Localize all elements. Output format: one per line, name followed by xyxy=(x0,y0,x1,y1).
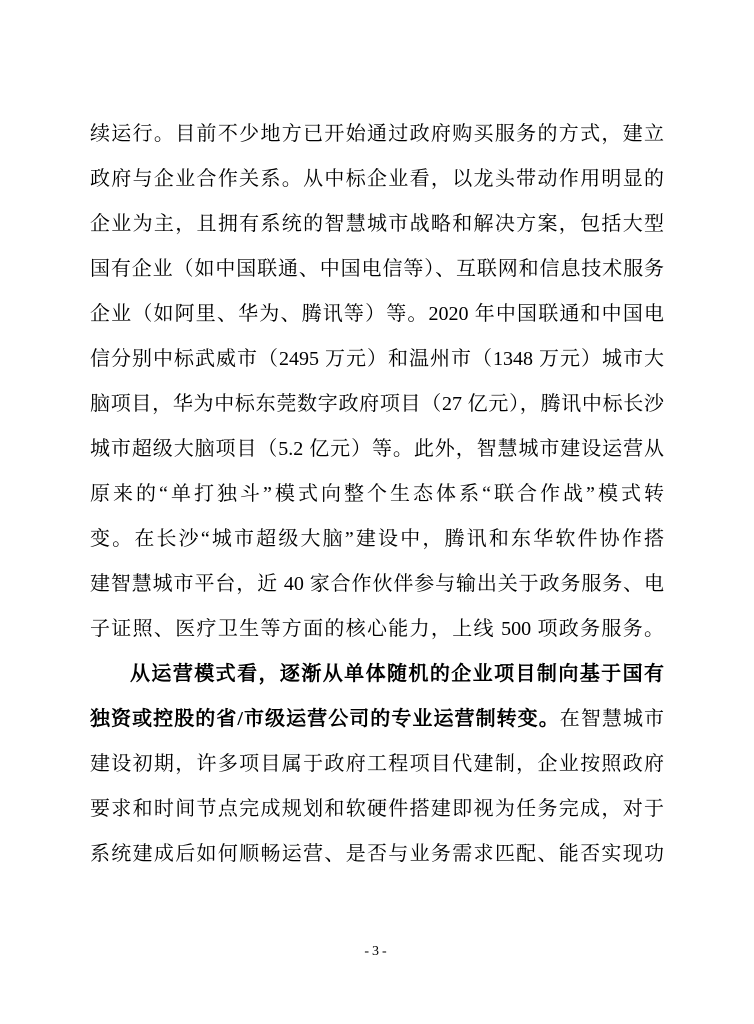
text-line xyxy=(90,292,664,337)
text-line xyxy=(90,112,664,157)
text-segment: 国有企业（如中国联通、中国电信等）、互联网和信息技术服务 xyxy=(90,258,664,280)
text-line xyxy=(90,652,664,697)
text-line xyxy=(90,787,664,832)
text-line xyxy=(90,472,664,517)
text-segment: 企业（如阿里、华为、腾讯等）等。2020 年中国联通和中国电 xyxy=(90,303,664,325)
text-segment: 脑项目，华为中标东莞数字政府项目（27 亿元），腾讯中标长沙 xyxy=(90,393,664,415)
text-line xyxy=(90,337,664,382)
text-line xyxy=(90,517,664,562)
text-line xyxy=(90,697,664,742)
text-line xyxy=(90,832,664,877)
text-segment: 系统建成后如何顺畅运营、是否与业务需求匹配、能否实现功 xyxy=(90,843,664,865)
text-line xyxy=(90,742,664,787)
text-segment: 原来的“单打独斗”模式向整个生态体系“联合作战”模式转 xyxy=(90,483,664,505)
text-segment: 城市超级大脑项目（5.2 亿元）等。此外，智慧城市建设运营从 xyxy=(90,438,664,460)
text-segment: 建智慧城市平台，近 40 家合作伙伴参与输出关于政务服务、电 xyxy=(90,573,664,595)
text-line xyxy=(90,247,664,292)
text-segment: 要求和时间节点完成规划和软硬件搭建即视为任务完成，对于 xyxy=(90,798,664,820)
text-line xyxy=(90,562,664,607)
page-number: -3- xyxy=(364,944,390,959)
text-segment: 政府与企业合作关系。从中标企业看，以龙头带动作用明显的 xyxy=(90,168,664,190)
text-segment: 在智慧城市 xyxy=(559,708,664,730)
text-segment: 续运行。目前不少地方已开始通过政府购买服务的方式，建立 xyxy=(90,123,664,145)
text-segment: 子证照、医疗卫生等方面的核心能力，上线 500 项政务服务。 xyxy=(90,618,664,640)
text-segment: 信分别中标武威市（2495 万元）和温州市（1348 万元）城市大 xyxy=(90,348,664,370)
bold-text-segment: 独资或控股的省/市级运营公司的专业运营制转变。 xyxy=(90,708,560,730)
text-segment: 建设初期，许多项目属于政府工程项目代建制，企业按照政府 xyxy=(90,753,664,775)
text-segment: 企业为主，且拥有系统的智慧城市战略和解决方案，包括大型 xyxy=(90,213,664,235)
text-line xyxy=(90,607,664,652)
text-line xyxy=(90,382,664,427)
text-segment: 变。在长沙“城市超级大脑”建设中，腾讯和东华软件协作搭 xyxy=(90,528,664,550)
text-line xyxy=(90,157,664,202)
document-text-block xyxy=(90,112,664,877)
text-line xyxy=(90,427,664,472)
text-line xyxy=(90,202,664,247)
bold-text-segment: 从运营模式看，逐渐从单体随机的企业项目制向基于国有 xyxy=(130,663,664,685)
